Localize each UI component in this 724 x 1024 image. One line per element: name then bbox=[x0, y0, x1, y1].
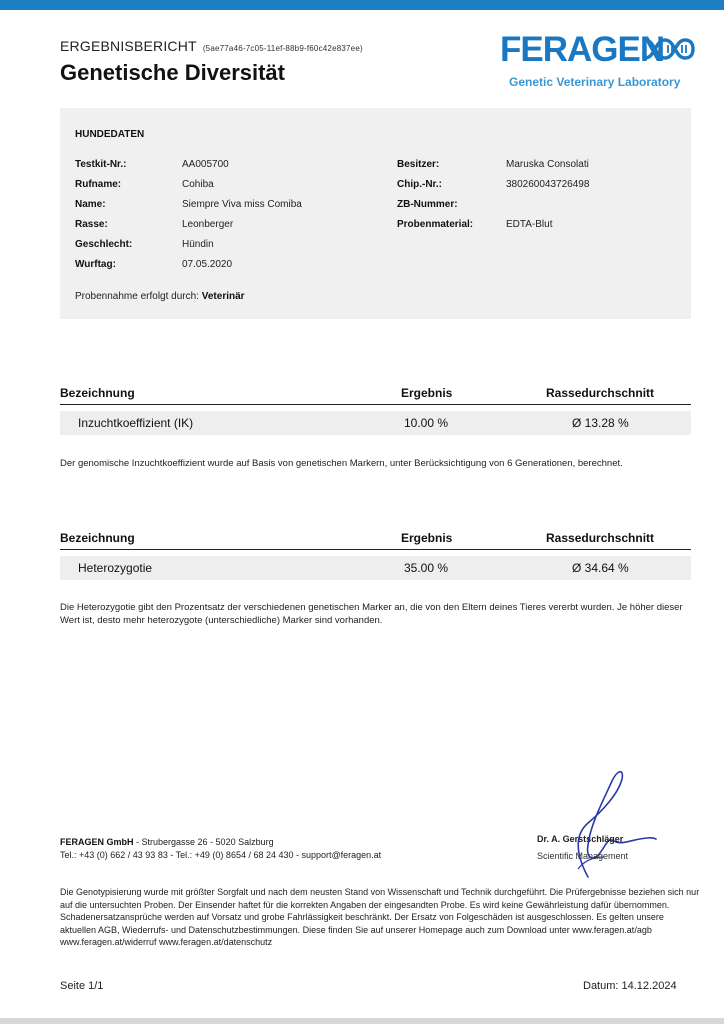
table-row bbox=[60, 556, 691, 580]
field-label: Rufname: bbox=[75, 179, 122, 190]
page-title: Genetische Diversität bbox=[60, 60, 285, 85]
row-average: Ø 34.64 % bbox=[572, 561, 629, 575]
field-probenmaterial bbox=[397, 219, 473, 230]
table-row bbox=[60, 411, 691, 435]
field-value: Hündin bbox=[182, 239, 214, 250]
field-value: Cohiba bbox=[182, 179, 214, 190]
field-besitzer bbox=[397, 159, 439, 170]
field-besitzer-value bbox=[506, 159, 589, 170]
top-accent-bar bbox=[0, 0, 724, 10]
field-testkit bbox=[75, 159, 127, 170]
dog-data-panel bbox=[60, 108, 691, 319]
signer-role: Scientific Management bbox=[537, 851, 629, 861]
company-line bbox=[60, 836, 381, 849]
report-kicker bbox=[60, 38, 363, 54]
inbreeding-note: Der genomische Inzuchtkoeffizient wurde auf Basis von genetischen Markern, unter Berücksichtigung von 6 Generationen, berechnet. bbox=[60, 458, 623, 469]
table-header bbox=[60, 526, 691, 550]
field-chip bbox=[397, 179, 442, 190]
field-label: Testkit-Nr.: bbox=[75, 159, 127, 170]
field-value: Siempre Viva miss Comiba bbox=[182, 199, 302, 210]
company-name: FERAGEN GmbH bbox=[60, 837, 134, 847]
page-number: Seite 1/1 bbox=[60, 980, 104, 992]
field-label: Geschlecht: bbox=[75, 239, 133, 250]
report-kicker-label: ERGEBNISBERICHT bbox=[60, 38, 197, 54]
row-average: Ø 13.28 % bbox=[572, 416, 629, 430]
field-label: Name: bbox=[75, 199, 106, 210]
header-name: Bezeichnung bbox=[60, 531, 135, 545]
field-value: 07.05.2020 bbox=[182, 259, 233, 270]
field-geschlecht bbox=[75, 239, 132, 250]
field-probenmaterial-value bbox=[506, 219, 553, 230]
bottom-edge bbox=[0, 1018, 724, 1024]
field-label: Chip.-Nr.: bbox=[397, 179, 442, 190]
feragen-logo bbox=[500, 30, 700, 92]
sample-by: Veterinär bbox=[201, 291, 245, 302]
field-geschlecht-value bbox=[182, 239, 214, 250]
field-rufname-value bbox=[182, 179, 214, 190]
field-chip-value bbox=[506, 179, 589, 190]
field-value: EDTA-Blut bbox=[506, 219, 553, 230]
heterozygosity-note: Die Heterozygotie gibt den Prozentsatz der verschiedenen genetischen Marker an, die von den Eltern deines Tieres vererbt wurden. Je höher dieser Wert ist, desto mehr heterozygote (unterschiedliche) Marker sind vorhanden. bbox=[60, 602, 683, 626]
field-label: Rasse: bbox=[75, 219, 108, 230]
field-label: Probenmaterial: bbox=[397, 219, 474, 230]
row-name: Heterozygotie bbox=[78, 561, 153, 575]
company-address: - Strubergasse 26 - 5020 Salzburg bbox=[133, 837, 274, 847]
field-name bbox=[75, 199, 106, 210]
field-testkit-value bbox=[182, 159, 229, 170]
header-average: Rassedurchschnitt bbox=[546, 531, 655, 545]
header-name: Bezeichnung bbox=[60, 386, 135, 400]
field-name-value bbox=[182, 199, 302, 210]
table-header bbox=[60, 381, 691, 405]
field-zb-nummer bbox=[397, 199, 458, 210]
field-rasse bbox=[75, 219, 108, 230]
field-label: Wurftag: bbox=[75, 259, 116, 270]
sample-note-prefix: Probennahme erfolgt durch: bbox=[75, 291, 199, 302]
row-result: 35.00 % bbox=[404, 561, 449, 575]
field-label: ZB-Nummer: bbox=[397, 199, 458, 210]
result-table-inbreeding bbox=[60, 381, 691, 435]
legal-disclaimer: Die Genotypisierung wurde mit größter Sorgfalt und nach dem neusten Stand von Wissenschaft und Technik durchgeführt. Die Prüfergebnisse beziehen sich nur auf die untersuchten Proben. Der Einsender haftet für die korrekten Angaben der eingesandten Probe. Es wird keine Gewährleistung dafür übernommen. Schadenersatzansprüche werden auf Vorsatz und grobe Fahrlässigkeit beschränkt. Der Ersatz von Folgeschäden ist ausgeschlossen. Es gelten unsere aktuellen AGB, Wiederrufs- und Datenschutzbestimmungen. Diese finden Sie auf unserer Homepage auch zum Download unter www.feragen.at/agb www.feragen.at/widerruf www.feragen.at/datenschutz bbox=[60, 887, 700, 948]
field-label: Besitzer: bbox=[397, 159, 440, 170]
signature-image bbox=[548, 765, 658, 880]
result-table-heterozygosity bbox=[60, 526, 691, 580]
header-average: Rassedurchschnitt bbox=[546, 386, 655, 400]
row-name: Inzuchtkoeffizient (IK) bbox=[78, 416, 194, 430]
company-info bbox=[60, 836, 381, 862]
report-date: Datum: 14.12.2024 bbox=[583, 980, 677, 992]
sample-note bbox=[75, 291, 245, 302]
header-result: Ergebnis bbox=[401, 386, 453, 400]
logo-wordmark: FERAGEN bbox=[500, 30, 665, 69]
field-value: Maruska Consolati bbox=[506, 159, 589, 170]
header-result: Ergebnis bbox=[401, 531, 453, 545]
signer-name: Dr. A. Gerstschläger bbox=[537, 834, 624, 844]
field-value: AA005700 bbox=[182, 159, 229, 170]
field-value: Leonberger bbox=[182, 219, 234, 230]
dog-data-title: HUNDEDATEN bbox=[75, 129, 145, 140]
report-id: (5ae77a46-7c05-11ef-88b9-f60c42e837ee) bbox=[202, 44, 363, 53]
field-wurftag-value bbox=[182, 259, 232, 270]
company-contact: Tel.: +43 (0) 662 / 43 93 83 - Tel.: +49 (0) 8654 / 68 24 430 - support@feragen.at bbox=[60, 850, 382, 860]
field-value: 380260043726498 bbox=[506, 179, 590, 190]
row-result: 10.00 % bbox=[404, 416, 449, 430]
field-wurftag bbox=[75, 259, 116, 270]
dna-helix-icon bbox=[643, 36, 695, 62]
logo-subtitle: Genetic Veterinary Laboratory bbox=[509, 75, 681, 89]
field-rasse-value bbox=[182, 219, 233, 230]
field-rufname bbox=[75, 179, 121, 190]
